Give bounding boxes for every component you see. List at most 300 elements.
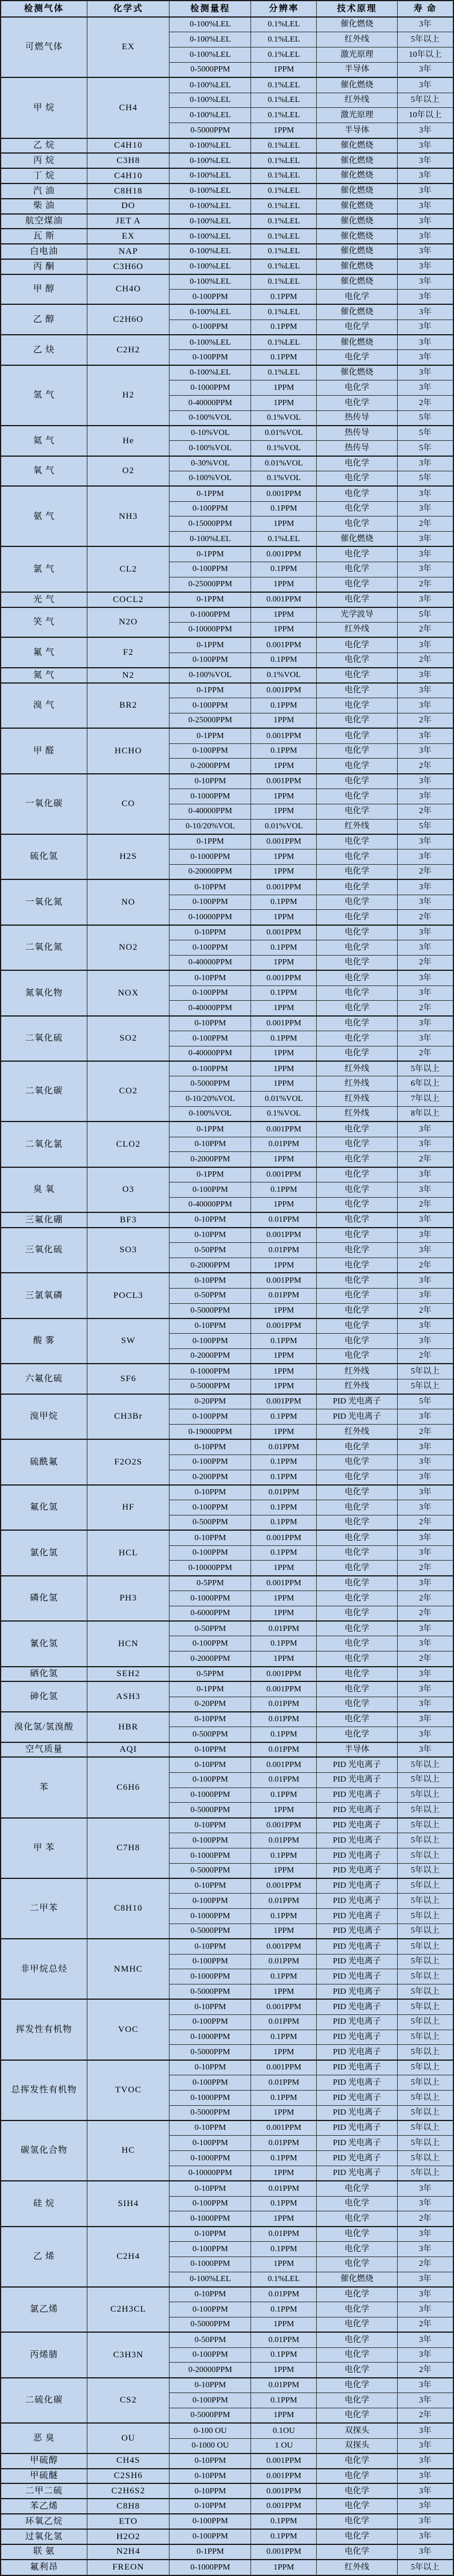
range-cell: 0-100%LEL (170, 199, 251, 214)
gas-name-cell: 氨 气 (1, 486, 87, 546)
lifespan-cell: 3年 (397, 925, 453, 940)
range-cell: 0-1PPM (170, 592, 251, 607)
resolution-cell: 0.1PPM (251, 350, 317, 365)
lifespan-cell: 3年 (397, 168, 453, 183)
gas-name-cell: 氧 气 (1, 456, 87, 487)
lifespan-cell: 3年 (397, 2438, 453, 2453)
gas-name-cell: 氮氧化物 (1, 970, 87, 1015)
principle-cell: 热传导 (317, 441, 397, 456)
principle-cell: 红外线 (317, 1425, 397, 1440)
range-cell: 0-1000PPM (170, 789, 251, 804)
range-cell: 0-1PPM (170, 1681, 251, 1697)
table-row (1, 2529, 453, 2544)
range-cell: 0-10/20%VOL (170, 1092, 251, 1107)
lifespan-cell: 3年 (397, 743, 453, 759)
principle-cell: 热传导 (317, 410, 397, 426)
gas-name-cell: 甲 烷 (1, 77, 87, 138)
table-row (1, 728, 453, 743)
table-row (1, 1016, 453, 1031)
lifespan-cell: 3年 (397, 1228, 453, 1243)
principle-cell: 电化学 (317, 1636, 397, 1651)
resolution-cell: 0.1PPM (251, 1409, 317, 1425)
gas-name-cell: 环氧乙烷 (1, 2514, 87, 2529)
formula-cell: CL2 (87, 546, 170, 592)
principle-cell: 催化燃烧 (317, 532, 397, 547)
principle-cell: 红外线 (317, 1107, 397, 1122)
range-cell: 0-1PPM (170, 728, 251, 743)
principle-cell: 电化学 (317, 743, 397, 759)
resolution-cell: 0.001PPM (251, 1394, 317, 1409)
principle-cell: 电化学 (317, 1243, 397, 1258)
principle-cell: PID 光电离子 (317, 2105, 397, 2120)
lifespan-cell: 3年 (397, 2483, 453, 2499)
table-row (1, 2544, 453, 2560)
range-cell: 0-10/20%VOL (170, 819, 251, 834)
range-cell: 0-1PPM (170, 2544, 251, 2560)
range-cell: 0-100PPM (170, 320, 251, 335)
lifespan-cell: 5年以上 (397, 2030, 453, 2045)
resolution-cell: 1PPM (251, 1561, 317, 1576)
lifespan-cell: 3年 (397, 1167, 453, 1182)
lifespan-cell: 2年 (397, 395, 453, 410)
range-cell: 0-10PPM (170, 2499, 251, 2514)
principle-cell: PID 光电离子 (317, 1984, 397, 2000)
resolution-cell: 0.1PPM (251, 1545, 317, 1561)
table-body (1, 17, 453, 2575)
table-row (1, 2060, 453, 2075)
principle-cell: 电化学 (317, 1273, 397, 1288)
range-cell: 0-5000PPM (170, 2408, 251, 2423)
resolution-cell: 0.1PPM (251, 2514, 317, 2529)
lifespan-cell: 6年以上 (397, 1076, 453, 1092)
resolution-cell: 0.01PPM (251, 2136, 317, 2151)
lifespan-cell: 5年以上 (397, 1848, 453, 1863)
range-cell: 0-1PPM (170, 1167, 251, 1182)
principle-cell: 电化学 (317, 2499, 397, 2514)
resolution-cell: 0.1%LEL (251, 168, 317, 183)
principle-cell: 电化学 (317, 1651, 397, 1667)
resolution-cell: 1PPM (251, 2105, 317, 2120)
formula-cell: C4H10 (87, 168, 170, 183)
principle-cell: 电化学 (317, 2347, 397, 2363)
principle-cell: 半导体 (317, 123, 397, 138)
principle-cell: 电化学 (317, 2196, 397, 2211)
principle-cell: 电化学 (317, 2453, 397, 2469)
resolution-cell: 0.001PPM (251, 1681, 317, 1697)
principle-cell: 电化学 (317, 2544, 397, 2560)
principle-cell: 双探头 (317, 2423, 397, 2438)
gas-name-cell: 甲 醛 (1, 728, 87, 773)
table-row (1, 607, 453, 623)
principle-cell: PID 光电离子 (317, 1757, 397, 1772)
resolution-cell: 1PPM (251, 2045, 317, 2060)
range-cell: 0-2000PPM (170, 1651, 251, 1667)
lifespan-cell: 3年 (397, 834, 453, 849)
resolution-cell: 1PPM (251, 804, 317, 819)
resolution-cell: 0.1PPM (251, 2151, 317, 2166)
gas-name-cell: 甲硫醇 (1, 2453, 87, 2469)
principle-cell: 电化学 (317, 320, 397, 335)
resolution-cell: 0.1PPM (251, 2241, 317, 2256)
gas-name-cell: 乙 烯 (1, 2227, 87, 2287)
resolution-cell: 0.1%LEL (251, 244, 317, 259)
principle-cell: 电化学 (317, 2302, 397, 2317)
resolution-cell: 1PPM (251, 1046, 317, 1061)
range-cell: 0-100PPM (170, 2014, 251, 2030)
range-cell: 0-10000PPM (170, 2166, 251, 2181)
resolution-cell: 0.1%VOL (251, 1107, 317, 1122)
principle-cell: PID 光电离子 (317, 1394, 397, 1409)
resolution-cell: 0.1%LEL (251, 32, 317, 47)
resolution-cell: 0.1%LEL (251, 259, 317, 274)
principle-cell: PID 光电离子 (317, 2151, 397, 2166)
lifespan-cell: 5年以上 (397, 1894, 453, 1909)
principle-cell: 红外线 (317, 93, 397, 108)
table-row (1, 925, 453, 940)
formula-cell: HCHO (87, 728, 170, 773)
principle-cell: 电化学 (317, 2241, 397, 2256)
range-cell: 0-40000PPM (170, 395, 251, 410)
resolution-cell: 0.01PPM (251, 1954, 317, 1969)
table-row (1, 168, 453, 183)
lifespan-cell: 2年 (397, 1349, 453, 1364)
principle-cell: PID 光电离子 (317, 1954, 397, 1969)
formula-cell: HF (87, 1485, 170, 1530)
lifespan-cell: 3年 (397, 365, 453, 380)
lifespan-cell: 3年 (397, 335, 453, 350)
table-row (1, 456, 453, 471)
lifespan-cell: 3年 (397, 1667, 453, 1682)
resolution-cell: 0.1%LEL (251, 93, 317, 108)
principle-cell: 电化学 (317, 2317, 397, 2333)
gas-name-cell: 二氧化碳 (1, 1061, 87, 1122)
gas-name-cell: 硫化氢 (1, 834, 87, 879)
principle-cell: 电化学 (317, 1288, 397, 1303)
principle-cell: 电化学 (317, 970, 397, 985)
resolution-cell: 0.1PPM (251, 1787, 317, 1803)
resolution-cell: 0.1PPM (251, 1848, 317, 1863)
resolution-cell: 0.001PPM (251, 1878, 317, 1894)
gas-name-cell: 汽 油 (1, 183, 87, 199)
principle-cell: 电化学 (317, 2469, 397, 2484)
resolution-cell: 1PPM (251, 759, 317, 774)
lifespan-cell: 5年以上 (397, 32, 453, 47)
range-cell: 0-100%LEL (170, 259, 251, 274)
range-cell: 0-20000PPM (170, 2363, 251, 2378)
principle-cell: 催化燃烧 (317, 214, 397, 229)
range-cell: 0-20PPM (170, 1394, 251, 1409)
lifespan-cell: 3年 (397, 1697, 453, 1712)
resolution-cell: 0.01PPM (251, 1485, 317, 1500)
table-row (1, 2469, 453, 2484)
resolution-cell: 0.001PPM (251, 1530, 317, 1545)
lifespan-cell: 3年 (397, 1576, 453, 1591)
table-row (1, 426, 453, 441)
table-row (1, 668, 453, 683)
principle-cell: 红外线 (317, 1076, 397, 1092)
resolution-cell: 0.001PPM (251, 728, 317, 743)
formula-cell: TVOC (87, 2060, 170, 2120)
lifespan-cell: 3年 (397, 2544, 453, 2560)
table-row (1, 1999, 453, 2014)
formula-cell: O2 (87, 456, 170, 487)
resolution-cell: 0.01PPM (251, 2332, 317, 2347)
formula-cell: NO (87, 879, 170, 925)
range-cell: 0-2000PPM (170, 1349, 251, 1364)
table-row (1, 1061, 453, 1076)
table-row (1, 1621, 453, 1636)
range-cell: 0-100PPM (170, 2075, 251, 2091)
gas-name-cell: 氮 气 (1, 668, 87, 683)
principle-cell: 电化学 (317, 2529, 397, 2544)
lifespan-cell: 5年 (397, 1394, 453, 1409)
principle-cell: 催化燃烧 (317, 244, 397, 259)
formula-cell: H2S (87, 834, 170, 879)
formula-cell: CH3Br (87, 1394, 170, 1439)
resolution-cell: 0.1PPM (251, 562, 317, 577)
resolution-cell: 0.001PPM (251, 2453, 317, 2469)
table-row (1, 2499, 453, 2514)
lifespan-cell: 2年 (397, 1001, 453, 1016)
principle-cell: PID 光电离子 (317, 1909, 397, 1924)
principle-cell: 红外线 (317, 623, 397, 638)
resolution-cell: 1PPM (251, 1425, 317, 1440)
lifespan-cell: 3年 (397, 2378, 453, 2393)
principle-cell: 红外线 (317, 1061, 397, 1076)
lifespan-cell: 3年 (397, 1485, 453, 1500)
resolution-cell: 0.1PPM (251, 1182, 317, 1198)
range-cell: 0-10PPM (170, 970, 251, 985)
lifespan-cell: 2年 (397, 955, 453, 970)
gas-name-cell: 氯化氢 (1, 1530, 87, 1575)
range-cell: 0-1000 OU (170, 2438, 251, 2453)
resolution-cell: 0.01PPM (251, 1137, 317, 1152)
table-row (1, 1681, 453, 1697)
resolution-cell: 1 OU (251, 2438, 317, 2453)
range-cell: 0-100%LEL (170, 32, 251, 47)
lifespan-cell: 3年 (397, 2272, 453, 2287)
formula-cell: SIH4 (87, 2181, 170, 2226)
range-cell: 0-100%LEL (170, 168, 251, 183)
range-cell: 0-10PPM (170, 1137, 251, 1152)
resolution-cell: 0.01%VOL (251, 1092, 317, 1107)
gas-name-cell: 氯乙烯 (1, 2287, 87, 2332)
lifespan-cell: 5年以上 (397, 1878, 453, 1894)
column-header-5: 寿 命 (397, 1, 453, 17)
table-row (1, 2287, 453, 2302)
table-row (1, 77, 453, 93)
column-header-0: 检测气体 (1, 1, 87, 17)
range-cell: 0-25000PPM (170, 577, 251, 592)
lifespan-cell: 5年 (397, 607, 453, 623)
lifespan-cell: 3年 (397, 849, 453, 865)
resolution-cell: 1PPM (251, 380, 317, 396)
formula-cell: N2O (87, 607, 170, 638)
resolution-cell: 1PPM (251, 2166, 317, 2181)
lifespan-cell: 5年以上 (397, 2075, 453, 2091)
range-cell: 0-100 OU (170, 2423, 251, 2438)
principle-cell: 电化学 (317, 501, 397, 516)
resolution-cell: 0.001PPM (251, 2060, 317, 2075)
table-row (1, 199, 453, 214)
resolution-cell: 0.1PPM (251, 290, 317, 305)
resolution-cell: 0.1PPM (251, 1636, 317, 1651)
table-row (1, 1818, 453, 1833)
range-cell: 0-10PPM (170, 2181, 251, 2196)
resolution-cell: 0.001PPM (251, 637, 317, 653)
resolution-cell: 0.01%VOL (251, 426, 317, 441)
principle-cell: 电化学 (317, 1621, 397, 1636)
resolution-cell: 0.001PPM (251, 2544, 317, 2560)
lifespan-cell: 5年以上 (397, 1999, 453, 2014)
lifespan-cell: 3年 (397, 789, 453, 804)
principle-cell: 电化学 (317, 834, 397, 849)
resolution-cell: 1PPM (251, 1001, 317, 1016)
principle-cell: 电化学 (317, 1016, 397, 1031)
principle-cell: 红外线 (317, 1379, 397, 1394)
resolution-cell: 1PPM (251, 1379, 317, 1394)
formula-cell: HC (87, 2120, 170, 2181)
lifespan-cell: 2年 (397, 1561, 453, 1576)
resolution-cell: 1PPM (251, 1061, 317, 1076)
formula-cell: C7H8 (87, 1818, 170, 1878)
table-row (1, 183, 453, 199)
principle-cell: 电化学 (317, 2287, 397, 2302)
resolution-cell: 1PPM (251, 1303, 317, 1318)
lifespan-cell: 3年 (397, 153, 453, 168)
resolution-cell: 0.1PPM (251, 698, 317, 713)
gas-name-cell: 甲硫醚 (1, 2469, 87, 2484)
gas-name-cell: 柴 油 (1, 199, 87, 214)
resolution-cell: 0.001PPM (251, 774, 317, 789)
principle-cell: 电化学 (317, 985, 397, 1001)
formula-cell: SO3 (87, 1228, 170, 1273)
principle-cell: 电化学 (317, 728, 397, 743)
resolution-cell: 0.1PPM (251, 1727, 317, 1742)
table-row (1, 1318, 453, 1334)
range-cell: 0-5PPM (170, 1576, 251, 1591)
resolution-cell: 0.1PPM (251, 2196, 317, 2211)
range-cell: 0-1000PPM (170, 2090, 251, 2105)
table-row (1, 1439, 453, 1454)
range-cell: 0-10PPM (170, 1757, 251, 1772)
lifespan-cell: 3年 (397, 1742, 453, 1758)
gas-name-cell: 非甲烷总烃 (1, 1939, 87, 1999)
principle-cell: 电化学 (317, 1530, 397, 1545)
lifespan-cell: 3年 (397, 1636, 453, 1651)
range-cell: 0-100%VOL (170, 441, 251, 456)
lifespan-cell: 2年 (397, 2363, 453, 2378)
range-cell: 0-1000PPM (170, 1364, 251, 1379)
range-cell: 0-1000PPM (170, 2030, 251, 2045)
gas-name-cell: 硒化氢 (1, 1667, 87, 1682)
principle-cell: 电化学 (317, 668, 397, 683)
resolution-cell: 0.01%VOL (251, 456, 317, 471)
lifespan-cell: 3年 (397, 214, 453, 229)
principle-cell: 电化学 (317, 1303, 397, 1318)
table-row (1, 365, 453, 380)
principle-cell: 催化燃烧 (317, 183, 397, 199)
gas-name-cell: 挥发性有机物 (1, 1999, 87, 2060)
principle-cell: 电化学 (317, 1122, 397, 1137)
lifespan-cell: 2年 (397, 1651, 453, 1667)
resolution-cell: 1PPM (251, 713, 317, 728)
lifespan-cell: 2年 (397, 865, 453, 880)
lifespan-cell: 3年 (397, 879, 453, 895)
lifespan-cell: 3年 (397, 199, 453, 214)
principle-cell: 电化学 (317, 1167, 397, 1182)
formula-cell: SW (87, 1318, 170, 1364)
header-row (1, 1, 453, 17)
gas-name-cell: 硅 烷 (1, 2181, 87, 2226)
resolution-cell: 0.1PPM (251, 1515, 317, 1530)
lifespan-cell: 5年以上 (397, 1984, 453, 2000)
lifespan-cell: 3年 (397, 698, 453, 713)
principle-cell: 电化学 (317, 2363, 397, 2378)
range-cell: 0-10PPM (170, 2227, 251, 2242)
principle-cell: 催化燃烧 (317, 2272, 397, 2287)
gas-name-cell: 氢 气 (1, 365, 87, 426)
resolution-cell: 0.1%VOL (251, 471, 317, 486)
principle-cell: 电化学 (317, 380, 397, 396)
resolution-cell: 0.1PPM (251, 940, 317, 956)
formula-cell: NH3 (87, 486, 170, 546)
principle-cell: 红外线 (317, 1092, 397, 1107)
gas-name-cell: 三氯氧磷 (1, 1273, 87, 1318)
resolution-cell: 0.1PPM (251, 743, 317, 759)
principle-cell: PID 光电离子 (317, 2120, 397, 2136)
resolution-cell: 0.1%LEL (251, 304, 317, 320)
range-cell: 0-1000PPM (170, 1969, 251, 1984)
table-row (1, 2227, 453, 2242)
lifespan-cell: 2年 (397, 2317, 453, 2333)
resolution-cell: 0.1PPM (251, 1031, 317, 1046)
resolution-cell: 0.1PPM (251, 320, 317, 335)
resolution-cell: 0.1%VOL (251, 441, 317, 456)
range-cell: 0-1000PPM (170, 1591, 251, 1606)
lifespan-cell: 3年 (397, 1545, 453, 1561)
range-cell: 0-1000PPM (170, 849, 251, 865)
range-cell: 0-100PPM (170, 2529, 251, 2544)
table-row (1, 546, 453, 562)
formula-cell: CS2 (87, 2378, 170, 2423)
formula-cell: CO (87, 774, 170, 834)
table-row (1, 2514, 453, 2529)
resolution-cell: 0.001PPM (251, 1228, 317, 1243)
principle-cell: 电化学 (317, 865, 397, 880)
principle-cell: 电化学 (317, 1515, 397, 1530)
formula-cell: CH4O (87, 274, 170, 305)
range-cell: 0-10PPM (170, 2060, 251, 2075)
resolution-cell: 1PPM (251, 910, 317, 925)
gas-name-cell: 氟利昂 (1, 2560, 87, 2576)
resolution-cell: 0.1%VOL (251, 668, 317, 683)
formula-cell: C2H3CL (87, 2287, 170, 2332)
principle-cell: 电化学 (317, 1545, 397, 1561)
range-cell: 0-10PPM (170, 1273, 251, 1288)
resolution-cell: 1PPM (251, 1863, 317, 1878)
lifespan-cell: 5年以上 (397, 2120, 453, 2136)
resolution-cell: 0.01PPM (251, 1772, 317, 1787)
resolution-cell: 0.1PPM (251, 895, 317, 910)
range-cell: 0-1000PPM (170, 1787, 251, 1803)
resolution-cell: 0.001PPM (251, 1122, 317, 1137)
range-cell: 0-10PPM (170, 1212, 251, 1228)
resolution-cell: 0.001PPM (251, 879, 317, 895)
gas-name-cell: 瓦 斯 (1, 229, 87, 244)
resolution-cell: 0.001PPM (251, 1999, 317, 2014)
table-row (1, 1667, 453, 1682)
